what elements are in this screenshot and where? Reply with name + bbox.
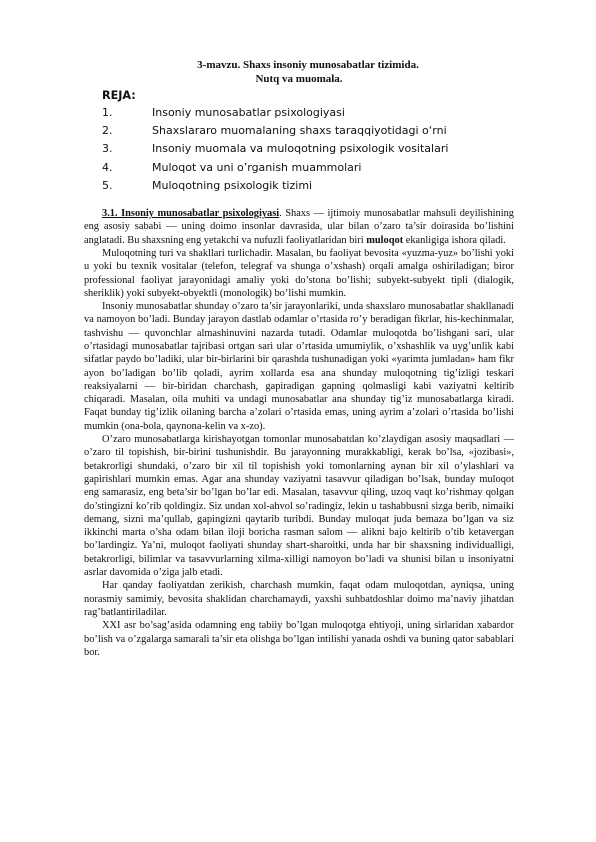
plan-item-number: 2. — [102, 124, 113, 138]
document-title: 3-mavzu. Shaxs insoniy munosabatlar tizimida. — [197, 59, 419, 71]
plan-item-number: 4. — [102, 160, 113, 174]
plan-item-text: Insoniy munosabatlar psixologiyasi — [152, 106, 345, 119]
plan-item-text: Muloqotning psixologik tizimi — [152, 178, 313, 192]
plan-item-number: 1. — [102, 106, 113, 119]
plan-item — [102, 104, 514, 122]
plan-item — [102, 140, 514, 158]
plan-item-text: Shaxslararo muomalaning shaxs taraqqiyotidagi o‘rni — [152, 124, 447, 138]
document-subtitle: Nutq va muomala. — [255, 73, 343, 85]
bold-term: muloqot — [366, 234, 404, 246]
paragraph: XXI asr bo’sag’asida odamning eng tabiiy bo’lgan muloqotga ehtiyoji, uning sirlaridan xabardor bo’lish va o’zgalarga samarali ta’sir eta olishga bo’lgan intilishi yanada oshdi va buning qator sabablari bor. — [84, 620, 514, 658]
plan-item — [102, 177, 514, 195]
plan-item-text: Insoniy muomala va muloqotning psixologik vositalari — [152, 142, 449, 156]
paragraph-intro — [84, 207, 514, 247]
paragraph: O’zaro munosabatlarga kirishayotgan tomonlar munosabatdan ko’zlaydigan asosiy maqsadlari — o’zaro til topishish, bir-birini tushunishdir. Bu jarayonning murakkabligi, kerak bo’lsa, «jozibasi», betakrorligi shundaki, o’zaro bir xil til topishish yoki tomonlarning aynan bir xil o’ylashlari va gapirishlari mumkin emas. Agar ana shunday vaziyatni tasavvur qiladigan bo’lsak, bunday muloqot eng samarasiz, eng beta’sir bo’lgan bo’lar edi. Masalan, tasavvur qiling, uzoq vaqt ko’rishmay qolgan do’stingizni ko’rib qoldingiz. Siz undan xol-ahvol so’radingiz, lekin u tashabbusni sizga berib, nimaiki demang, sizni ma’qullab, gapingizni qaytarib turibdi. Bunday muloqat juda bemaza bo’lgan va siz ikkinchi marta o’sha odam bilan iloji boricha rasman salom — alikni bajo keltirib o’tib ketavergan bo’lardingiz. Ya’ni, muloqot faoliyati shunday shart-sharoitki, unda har bir shaxsning individualligi, betakrorligi, bilimlar va tasavvurlarning xilma-xilligi namoyon bo’ladi va shunisi bilan u insoniyatni asrlar davomida o’ziga jalb etadi. — [84, 434, 514, 579]
paragraph: Har qanday faoliyatdan zerikish, charchash mumkin, faqat odam muloqotdan, ayniqsa, uning norasmiy samimiy, bevosita shaklidan charchamaydi, yaxshi suhbatdoshlar doimo ma’naviy jihatdan rag’batlantiriladilar. — [84, 580, 514, 618]
plan-item-number: 3. — [102, 142, 113, 156]
plan-item — [102, 159, 514, 177]
plan-item-number: 5. — [102, 178, 113, 192]
plan-item — [102, 122, 514, 140]
section-title: 3.1. Insoniy munosabatlar psixologiyasi — [102, 208, 280, 220]
document-page — [84, 58, 514, 659]
paragraph-text: . Shaxs — ijtimoiy munosabatlar mahsuli deyilishining eng asosiy sababi — uning doimo insonlar davrasida, ular bilan o’zaro ta’sir doirasida bo’lishini anglatadi. Bu shaxsning eng yetakchi va nufuzli faoliyatlaridan biri — [84, 208, 514, 246]
paragraph: Muloqotning turi va shakllari turlichadir. Masalan, bu faoliyat bevosita «yuzma-yuz» bo’lishi yoki u yoki bu texnik vositalar (telefon, telegraf va shunga o’xshash) orqali amalga oshiriladigan; biror professional faoliyat jarayonidagi amaliy yoki do’stona bo’lishi; subyekt-subyekt tipli (dialogik, sheriklik) yoki subyekt-obyektli (monologik) bo’lishi mumkin. — [84, 247, 514, 299]
paragraph: Insoniy munosabatlar shunday o’zaro ta’sir jarayonlariki, unda shaxslaro munosabatlar shakllanadi va namoyon bo’ladi. Bunday jarayon dastlab odamlar o’rtasida ro’y beradigan fikrlar, his-kechinmalar, tashvishu — quvonchlar almashinuvini nazarda tutadi. Odamlar muloqotda bo’lishgani sari, ular o’rtasidagi munosabatlar tajribasi ortgan sari ular o’rtasida umumiylik, o’xshashlik va uyg’unlik kabi sifatlar paydo bo’ladiki, ular bir-birlarini bir qarashda tushunadigan yoki «yarimta jumladan» ham fikr ayon bo’ladigan bo’lib qoladi, ayrim xollarda esa ana shunday muloqotning tig’izligi teskari reaksiyalarni — bir-biridan charchash, gapiradigan gapning qolmasligi kabi vaziyatni keltirib chiqaradi. Masalan, oila muhiti va undagi munosabatlar ana shunday tig’iz munosabatlarga kiradi. Faqat bunday tig’izlik oilaning barcha a’zolari o’rtasida emas, uning ayrim a’zolari o’rtasida bo’lishi mumkin (ona-bola, qaynona-kelin va x-zo). — [84, 301, 514, 432]
plan-heading: REJA: — [102, 89, 136, 102]
section-body — [84, 207, 514, 659]
paragraph-text: ekanligiga ishora qiladi. — [403, 234, 506, 246]
plan-item-text: Muloqot va uni o’rganish muammolari — [152, 160, 362, 174]
plan-list — [84, 104, 514, 195]
